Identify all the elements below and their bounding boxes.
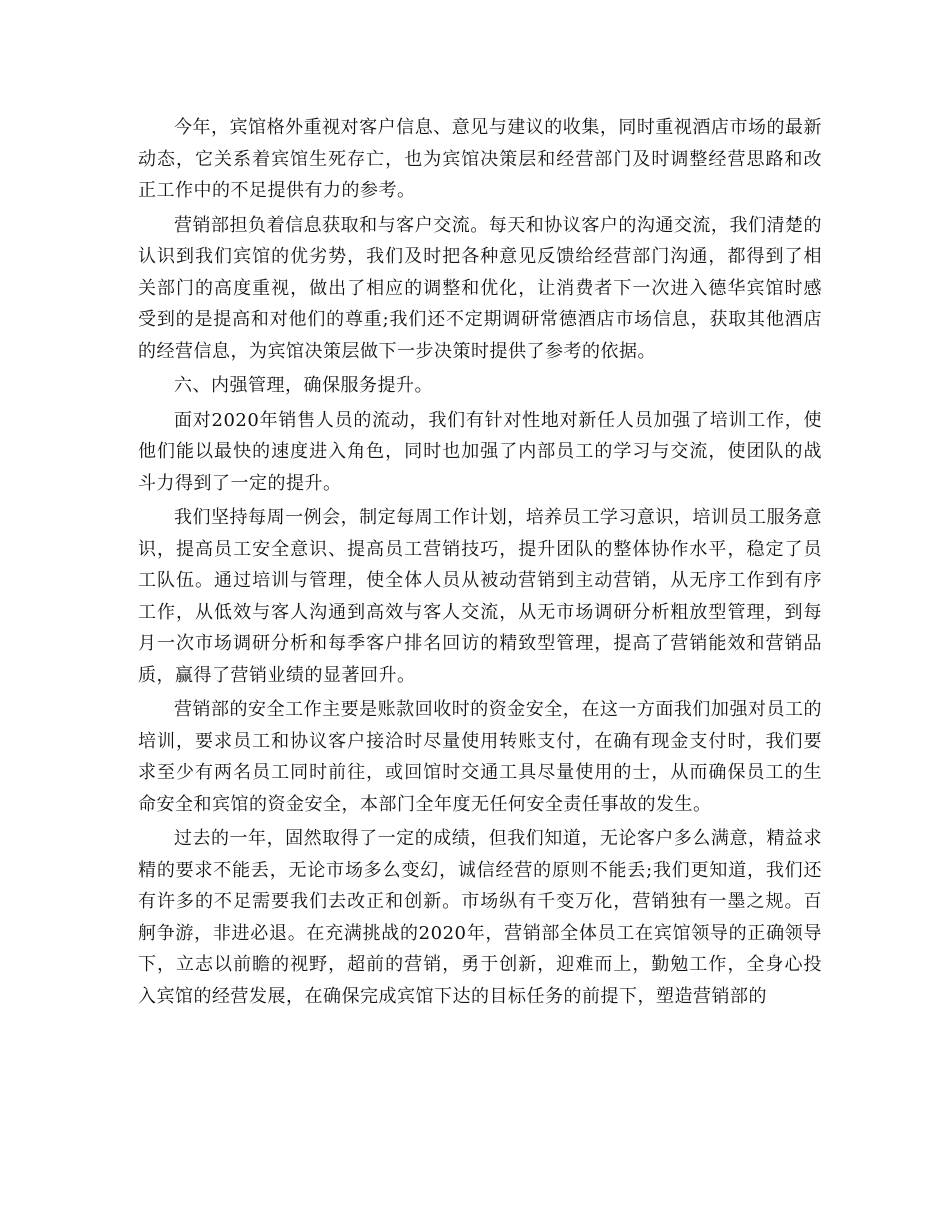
paragraph-customer-info: 今年，宾馆格外重视对客户信息、意见与建议的收集，同时重视酒店市场的最新动态，它关系着宾馆生死存亡，也为宾馆决策层和经营部门及时调整经营思路和改正工作中的不足提供有力的参考。 xyxy=(138,117,822,201)
section-heading-internal-management: 六、内强管理，确保服务提升。 xyxy=(174,375,433,396)
paragraph-staff-training: 面对2020年销售人员的流动，我们有针对性地对新任人员加强了培训工作，使他们能以最快的速度进入角色，同时也加强了内部员工的学习与交流，使团队的战斗力得到了一定的提升。 xyxy=(138,409,822,494)
paragraph-info-exchange: 营销部担负着信息获取和与客户交流。每天和协议客户的沟通交流，我们清楚的认识到我们宾馆的优劣势，我们及时把各种意见反馈给经营部门沟通，都得到了相关部门的高度重视，做出了相应的调整和优化，让消费者下一次进入德华宾馆时感受到的是提高和对他们的尊重;我们还不定期调研常德酒店市场信息，获取其他酒店的经营信息，为宾馆决策层做下一步决策时提供了参考的依据。 xyxy=(138,214,822,362)
paragraph-past-year-summary: 过去的一年，固然取得了一定的成绩，但我们知道，无论客户多么满意，精益求精的要求不能丢，无论市场多么变幻，诚信经营的原则不能丢;我们更知道，我们还有许多的不足需要我们去改正和创新。市场纵有千变万化，营销独有一墨之规。百舸争游，非进必退。在充满挑战的2020年，营销部全体员工在宾馆领导的正确领导下，立志以前瞻的视野，超前的营销，勇于创新，迎难而上，勤勉工作，全身心投入宾馆的经营发展，在确保完成宾馆下达的目标任务的前提下，塑造营销部的 xyxy=(138,828,822,1007)
paragraph-weekly-meeting: 我们坚持每周一例会，制定每周工作计划，培养员工学习意识，培训员工服务意识，提高员工安全意识、提高员工营销技巧，提升团队的整体协作水平，稳定了员工队伍。通过培训与管理，使全体人员从被动营销到主动营销，从无序工作到有序工作，从低效与客人沟通到高效与客人交流，从无市场调研分析粗放型管理，到每月一次市场调研分析和每季客户排名回访的精致型管理，提高了营销能效和营销品质，赢得了营销业绩的显著回升。 xyxy=(138,507,822,686)
document-body xyxy=(138,112,822,1015)
paragraph-safety-work: 营销部的安全工作主要是账款回收时的资金安全，在这一方面我们加强对员工的培训，要求员工和协议客户接洽时尽量使用转账支付，在确有现金支付时，我们要求至少有两名员工同时前往，或回馆时交通工具尽量使用的士，从而确保员工的生命安全和宾馆的资金安全，本部门全年度无任何安全责任事故的发生。 xyxy=(138,699,822,815)
